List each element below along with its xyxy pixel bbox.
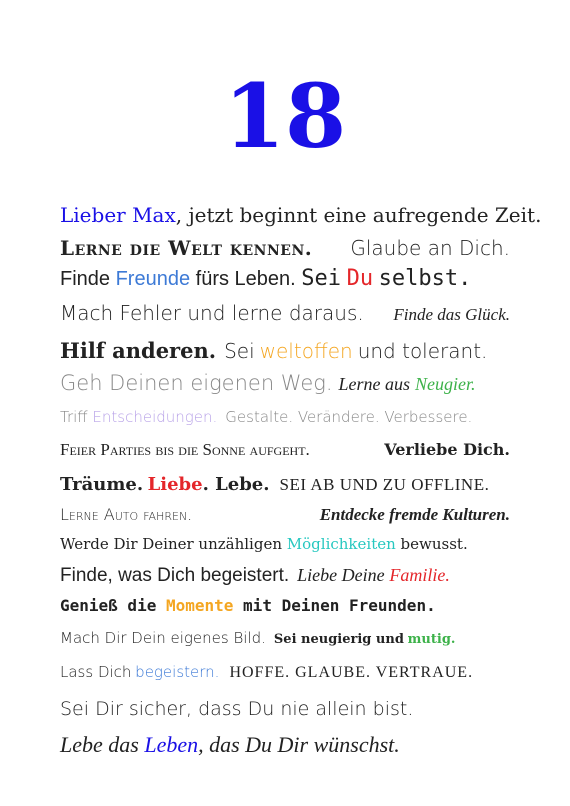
line-12 bbox=[60, 566, 510, 585]
line-10a: Lerne Auto fahren. bbox=[60, 505, 193, 524]
line-5a: Hilf anderen. bbox=[60, 338, 217, 363]
line-11b: bewusst. bbox=[400, 535, 468, 553]
line-5b: Sei bbox=[224, 339, 255, 363]
line-9a: Träume. bbox=[60, 474, 144, 495]
word-du: Du bbox=[346, 266, 374, 291]
word-weltoffen: weltoffen bbox=[259, 339, 353, 363]
word-moeglichkeiten: Möglichkeiten bbox=[286, 535, 396, 553]
word-neugier: Neugier. bbox=[415, 374, 476, 394]
line-10b: Entdecke fremde Kulturen. bbox=[319, 505, 510, 524]
line-1 bbox=[60, 203, 542, 227]
line-3a: Finde bbox=[60, 268, 111, 290]
line-3 bbox=[60, 268, 510, 290]
line-4a: Mach Fehler und lerne daraus. bbox=[60, 301, 364, 325]
line-2 bbox=[60, 238, 510, 258]
line-11 bbox=[60, 537, 510, 552]
word-leben: Leben bbox=[144, 732, 199, 757]
line-12b: Liebe Deine bbox=[297, 565, 385, 585]
line-13a: Genieß die bbox=[60, 596, 157, 615]
word-momente: Momente bbox=[165, 596, 234, 615]
line-17b: , das Du Dir wünschst. bbox=[198, 732, 400, 757]
line-8b: Verliebe Dich. bbox=[384, 440, 510, 459]
line-11a: Werde Dir Deiner unzähligen bbox=[60, 535, 282, 553]
age-number: 18 bbox=[223, 64, 347, 168]
line-15 bbox=[60, 665, 510, 681]
word-begeistern: begeistern. bbox=[135, 663, 220, 681]
line-13b: mit Deinen Freunden. bbox=[243, 596, 436, 615]
line-2a: Lerne die Welt kennen. bbox=[60, 236, 313, 260]
line-4b: Finde das Glück. bbox=[393, 305, 510, 324]
line-2b: Glaube an Dich. bbox=[350, 236, 510, 260]
line-14a: Mach Dir Dein eigenes Bild. bbox=[60, 629, 266, 647]
line-6 bbox=[60, 373, 510, 394]
line-14b: Sei neugierig und bbox=[273, 632, 404, 647]
line-6a: Geh Deinen eigenen Weg. bbox=[60, 371, 333, 395]
line-9c: SEI AB UND ZU OFFLINE. bbox=[279, 475, 490, 494]
line-13 bbox=[60, 598, 510, 614]
word-entscheidungen: Entscheidungen. bbox=[92, 408, 218, 426]
line-5 bbox=[60, 340, 510, 362]
line-16 bbox=[60, 700, 510, 719]
line-16a: Sei Dir sicher, dass Du nie allein bist. bbox=[60, 698, 414, 720]
line-7a: Triff bbox=[60, 408, 88, 426]
line-12a: Finde, was Dich begeistert. bbox=[60, 565, 290, 586]
word-freunde: Freunde bbox=[115, 268, 191, 290]
line-15b: HOFFE. GLAUBE. VERTRAUE. bbox=[229, 664, 474, 681]
line-5c: und tolerant. bbox=[357, 339, 488, 363]
line-8 bbox=[60, 441, 510, 458]
line-14 bbox=[60, 631, 510, 647]
word-liebe: Liebe bbox=[147, 474, 203, 495]
line-3d: selbst. bbox=[378, 266, 472, 291]
line-10 bbox=[60, 506, 510, 523]
line-17 bbox=[60, 734, 510, 756]
line-1-text: , jetzt beginnt eine aufregende Zeit. bbox=[175, 203, 542, 227]
name-text: Lieber Max bbox=[60, 203, 176, 227]
line-15a: Lass Dich bbox=[60, 663, 132, 681]
line-9b: . Lebe. bbox=[202, 474, 270, 495]
line-7 bbox=[60, 410, 510, 425]
line-3c: Sei bbox=[301, 266, 342, 291]
line-8a: Feier Parties bis die Sonne aufgeht. bbox=[60, 440, 310, 459]
line-17a: Lebe das bbox=[60, 732, 139, 757]
line-4 bbox=[60, 303, 510, 323]
line-3b: fürs Leben. bbox=[195, 268, 296, 290]
word-mutig: mutig. bbox=[407, 632, 456, 647]
line-7b: Gestalte. Verändere. Verbessere. bbox=[225, 408, 473, 426]
line-6b: Lerne aus bbox=[338, 374, 411, 394]
line-9 bbox=[60, 475, 510, 494]
word-familie: Familie. bbox=[389, 565, 450, 585]
